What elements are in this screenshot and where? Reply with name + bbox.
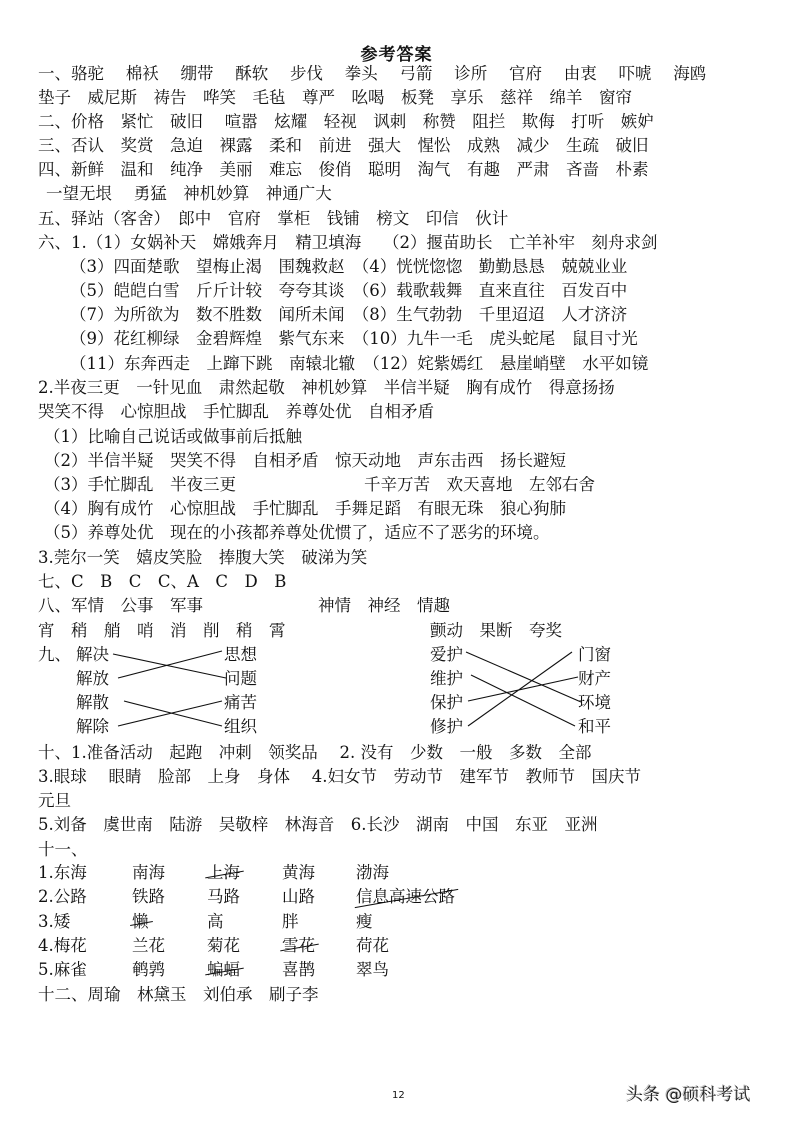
section-6-sub-2: （2）半信半疑 哭笑不得 自相矛盾 惊天动地 声东击西 扬长避短 <box>44 451 566 470</box>
match-left-b-2: 维护 <box>430 669 463 688</box>
word-cell: 胖 <box>282 911 299 931</box>
match-line-1 <box>113 654 226 678</box>
section-6-row-3: （5）皑皑白雪 斤斤计较 夸夸其谈 （6）载歌载舞 直来直往 百发百中 <box>70 281 628 300</box>
section-8-row-2b: 颤动 果断 夸奖 <box>430 621 562 640</box>
watermark: 头条 @硕科考试 <box>626 1085 751 1105</box>
match-line-6 <box>471 675 575 726</box>
match-right-1: 思想 <box>224 645 257 664</box>
word-cell: 兰花 <box>132 935 165 955</box>
section-6-sub-5: （5）养尊处优 现在的小孩都养尊处优惯了，适应不了恶劣的环境。 <box>44 523 550 542</box>
section-6-sub-1: （1）比喻自己说话或做事前后抵触 <box>44 427 302 446</box>
word-cell: 1.东海 <box>38 863 87 882</box>
word-cell: 瘦 <box>356 911 373 931</box>
word-cell: 山路 <box>282 887 315 907</box>
struck-word: 信息高速公路 <box>356 887 455 907</box>
word-cell: 喜鹊 <box>282 960 315 980</box>
section-6-row-2: （3）四面楚歌 望梅止渴 围魏救赵 （4）恍恍惚惚 勤勤恳恳 兢兢业业 <box>70 257 628 276</box>
word-cell: 鹌鹑 <box>132 960 165 980</box>
section-11-label: 十一、 <box>38 840 88 859</box>
match-line-3 <box>124 701 222 726</box>
section-10-row-2: 3.眼球 眼睛 脸部 上身 身体 4.妇女节 劳动节 建军节 教师节 国庆节 <box>38 767 641 786</box>
word-cell: 南海 <box>132 863 165 882</box>
section-4-row-1: 四、新鲜 温和 纯净 美丽 难忘 俊俏 聪明 淘气 有趣 严肃 吝啬 朴素 <box>38 160 649 179</box>
section-1-row-1: 一、骆驼 棉袄 绷带 酥软 步伐 拳头 弓箭 诊所 官府 由衷 吓唬 海鸥 <box>38 64 707 83</box>
section-6-q2-row-1: 2.半夜三更 一针见血 肃然起敬 神机妙算 半信半疑 胸有成竹 得意扬扬 <box>38 378 615 397</box>
section-5: 五、驿站（客舍） 郎中 官府 掌柜 钱铺 榜文 印信 伙计 <box>38 209 509 228</box>
section-9-label: 九、 <box>38 645 71 664</box>
match-left-1: 解决 <box>76 645 109 664</box>
struck-word: 懒 <box>132 911 149 931</box>
match-left-3: 解散 <box>76 693 109 712</box>
section-8-row-1b: 神情 神经 情趣 <box>318 596 450 615</box>
struck-word: 上海 <box>207 863 240 882</box>
match-right-b-4: 和平 <box>578 717 611 736</box>
match-left-b-1: 爱护 <box>430 645 463 664</box>
match-right-4: 组织 <box>224 717 257 736</box>
section-12: 十二、周瑜 林黛玉 刘伯承 刷子李 <box>38 985 319 1004</box>
match-right-2: 问题 <box>224 669 257 688</box>
section-2: 二、价格 紧忙 破旧 喧嚣 炫耀 轻视 讽刺 称赞 阻拦 欺侮 打听 嫉妒 <box>38 112 654 131</box>
word-cell: 3.矮 <box>38 911 71 931</box>
match-left-b-4: 修护 <box>430 717 463 736</box>
section-8-row-1a: 八、军情 公事 军事 <box>38 596 203 615</box>
match-right-3: 痛苦 <box>224 693 257 712</box>
section-4-row-2: 一望无垠 勇猛 神机妙算 神通广大 <box>46 184 332 203</box>
section-8-row-2a: 宵 稍 艄 哨 消 削 稍 霄 <box>38 621 286 640</box>
word-cell: 高 <box>207 911 224 931</box>
match-line-8 <box>468 652 572 726</box>
word-cell: 菊花 <box>207 935 240 955</box>
section-10-row-3: 元旦 <box>38 791 71 810</box>
word-cell: 铁路 <box>132 887 165 907</box>
word-cell: 黄海 <box>282 863 315 882</box>
section-6-sub-3a: （3）手忙脚乱 半夜三更 <box>44 475 236 494</box>
match-line-4 <box>118 701 222 726</box>
word-cell: 马路 <box>207 887 240 907</box>
section-1-row-2: 垫子 威尼斯 祷告 哗笑 毛毡 尊严 吆喝 板凳 享乐 慈祥 绵羊 窗帘 <box>38 88 632 107</box>
match-right-b-1: 门窗 <box>578 645 611 664</box>
section-6-sub-3b: 千辛万苦 欢天喜地 左邻右舍 <box>364 475 595 494</box>
match-left-b-3: 保护 <box>430 693 463 712</box>
word-cell: 4.梅花 <box>38 935 87 955</box>
word-cell: 渤海 <box>356 863 389 882</box>
match-left-2: 解放 <box>76 669 109 688</box>
section-6-row-1: 六、1.（1）女娲补天 嫦娥奔月 精卫填海 （2）揠苗助长 亡羊补牢 刻舟求剑 <box>38 233 658 252</box>
section-3: 三、否认 奖赏 急迫 裸露 柔和 前进 强大 惺忪 成熟 减少 生疏 破旧 <box>38 136 649 155</box>
struck-word: 雪花 <box>282 935 315 955</box>
section-6-row-4: （7）为所欲为 数不胜数 闻所未闻 （8）生气勃勃 千里迢迢 人才济济 <box>70 305 628 324</box>
page-number: 12 <box>392 1090 405 1101</box>
match-line-2 <box>118 651 222 678</box>
page-title: 参考答案 <box>360 45 433 65</box>
word-cell: 荷花 <box>356 935 389 955</box>
section-10-row-1: 十、1.准备活动 起跑 冲刺 领奖品 2. 没有 少数 一般 多数 全部 <box>38 743 592 762</box>
section-6-row-5: （9）花红柳绿 金碧辉煌 紫气东来 （10）九牛一毛 虎头蛇尾 鼠目寸光 <box>70 329 638 348</box>
struck-word: 蝙蝠 <box>207 960 240 980</box>
word-cell: 翠鸟 <box>356 960 389 980</box>
section-6-sub-4: （4）胸有成竹 心惊胆战 手忙脚乱 手舞足蹈 有眼无珠 狼心狗肺 <box>44 499 566 518</box>
section-6-row-6: （11）东奔西走 上蹿下跳 南辕北辙 （12）姹紫嫣红 悬崖峭壁 水平如镜 <box>70 354 649 373</box>
match-line-5 <box>466 652 581 702</box>
section-10-row-4: 5.刘备 虞世南 陆游 吴敬梓 林海音 6.长沙 湖南 中国 东亚 亚洲 <box>38 815 598 834</box>
word-cell: 2.公路 <box>38 887 87 907</box>
match-line-7 <box>468 677 578 701</box>
section-7: 七、C B C C、A C D B <box>38 572 287 591</box>
match-right-b-3: 环境 <box>578 693 611 712</box>
section-6-q2-row-2: 哭笑不得 心惊胆战 手忙脚乱 养尊处优 自相矛盾 <box>38 402 434 421</box>
match-left-4: 解除 <box>76 717 109 736</box>
section-6-q3: 3.莞尔一笑 嬉皮笑脸 捧腹大笑 破涕为笑 <box>38 548 368 567</box>
word-cell: 5.麻雀 <box>38 960 87 980</box>
match-right-b-2: 财产 <box>578 669 611 688</box>
